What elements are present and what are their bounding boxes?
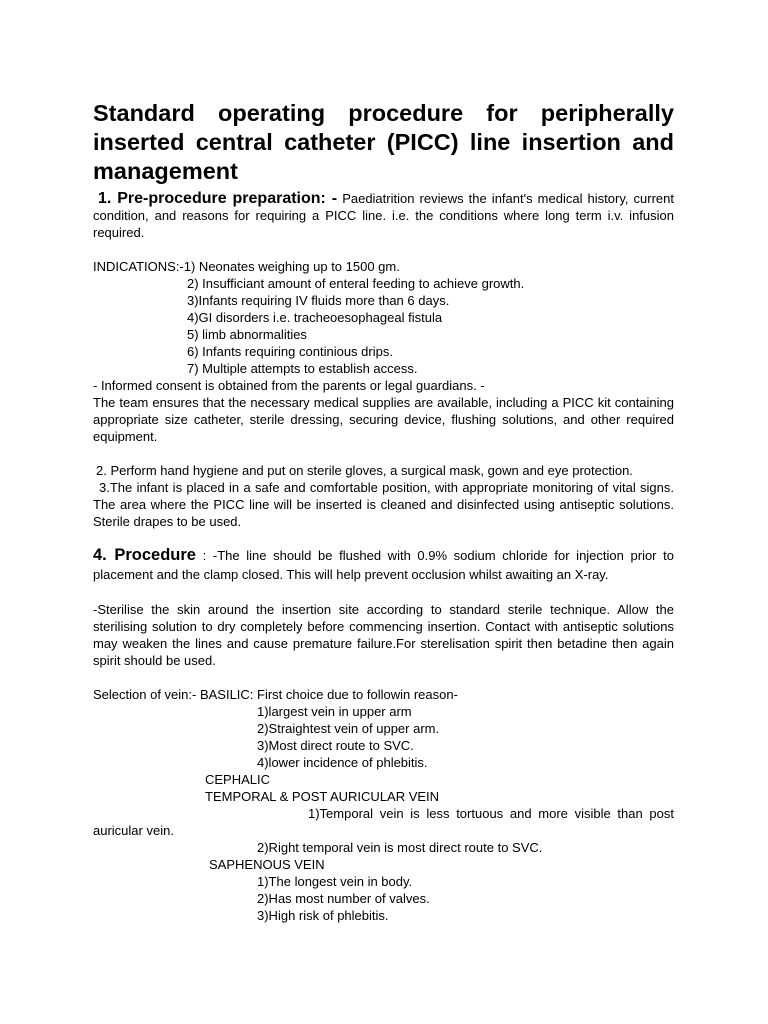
- basilic-reason: 4)lower incidence of phlebitis.: [257, 755, 428, 770]
- basilic-reason: 1)largest vein in upper arm: [257, 704, 412, 719]
- temporal-reason: 2)Right temporal vein is most direct route to SVC.: [257, 840, 543, 855]
- document-body: [93, 99, 674, 924]
- temporal-heading: TEMPORAL & POST AURICULAR VEIN: [205, 789, 440, 804]
- procedure-paragraph: [93, 546, 674, 584]
- spacer: [93, 584, 674, 601]
- indication-item: 3)Infants requiring IV fluids more than 6 days.: [187, 293, 450, 308]
- sterilise-paragraph: -Sterilise the skin around the insertion site according to standard sterile technique. Allow the sterilising solution to dry completely before commencing insertion. Contact with antiseptic solutions may weaken the lines and cause premature failure.For sterelisation spirit then betadine then again spirit should be used.: [93, 602, 674, 668]
- vein-selection-intro: Selection of vein:- BASILIC: First choice due to followin reason-: [93, 687, 458, 702]
- temporal-reason: 1)Temporal vein is less tortuous and more visible than post: [308, 806, 674, 821]
- indication-item: 4)GI disorders i.e. tracheoesophageal fistula: [187, 310, 443, 325]
- indication-item: 6) Infants requiring continious drips.: [187, 344, 393, 359]
- spacer: [93, 445, 674, 462]
- spacer: [93, 530, 674, 546]
- step-2-paragraph: 2. Perform hand hygiene and put on sterile gloves, a surgical mask, gown and eye protection.: [96, 463, 633, 478]
- indication-item: 7) Multiple attempts to establish access.: [187, 361, 418, 376]
- procedure-text: : -The line should be flushed with 0.9% sodium chloride for injection prior to placement and the clamp closed. This will help prevent occlusion whilst awaiting an X-ray.: [93, 548, 674, 582]
- pre-procedure-heading: 1. Pre-procedure preparation: -: [98, 190, 338, 207]
- basilic-reason: 2)Straightest vein of upper arm.: [257, 721, 440, 736]
- step-3-paragraph: 3.The infant is placed in a safe and comfortable position, with appropriate monitoring of vital signs. The area where the PICC line will be inserted is cleaned and disinfected using antiseptic solutions. Sterile drapes to be used.: [93, 480, 674, 529]
- pre-procedure-text: Paediatrition reviews the infant's medical history, current condition, and reasons for requiring a PICC line. i.e. the conditions where long term i.v. infusion required.: [93, 191, 674, 240]
- temporal-reason-continued: auricular vein.: [93, 823, 174, 838]
- document-title: Standard operating procedure for peripherally inserted central catheter (PICC) line insertion and management: [93, 100, 674, 184]
- indications-first: INDICATIONS:-1) Neonates weighing up to 1500 gm.: [93, 259, 400, 274]
- team-paragraph: The team ensures that the necessary medical supplies are available, including a PICC kit containing appropriate size catheter, sterile dressing, securing device, flushing solutions, and other required equipment.: [93, 395, 674, 444]
- indication-item: 5) limb abnormalities: [187, 327, 307, 342]
- consent-line: - Informed consent is obtained from the parents or legal guardians. -: [93, 378, 485, 393]
- basilic-reason: 3)Most direct route to SVC.: [257, 738, 414, 753]
- pre-procedure-paragraph: [93, 190, 674, 241]
- cephalic-heading: CEPHALIC: [205, 772, 271, 787]
- saphenous-heading: SAPHENOUS VEIN: [209, 857, 325, 872]
- spacer: [93, 669, 674, 686]
- indication-item: 2) Insufficiant amount of enteral feeding to achieve growth.: [187, 276, 525, 291]
- spacer: [93, 241, 674, 258]
- saphenous-reason: 1)The longest vein in body.: [257, 874, 413, 889]
- saphenous-reason: 2)Has most number of valves.: [257, 891, 430, 906]
- procedure-heading: 4. Procedure: [93, 546, 196, 564]
- saphenous-reason: 3)High risk of phlebitis.: [257, 908, 389, 923]
